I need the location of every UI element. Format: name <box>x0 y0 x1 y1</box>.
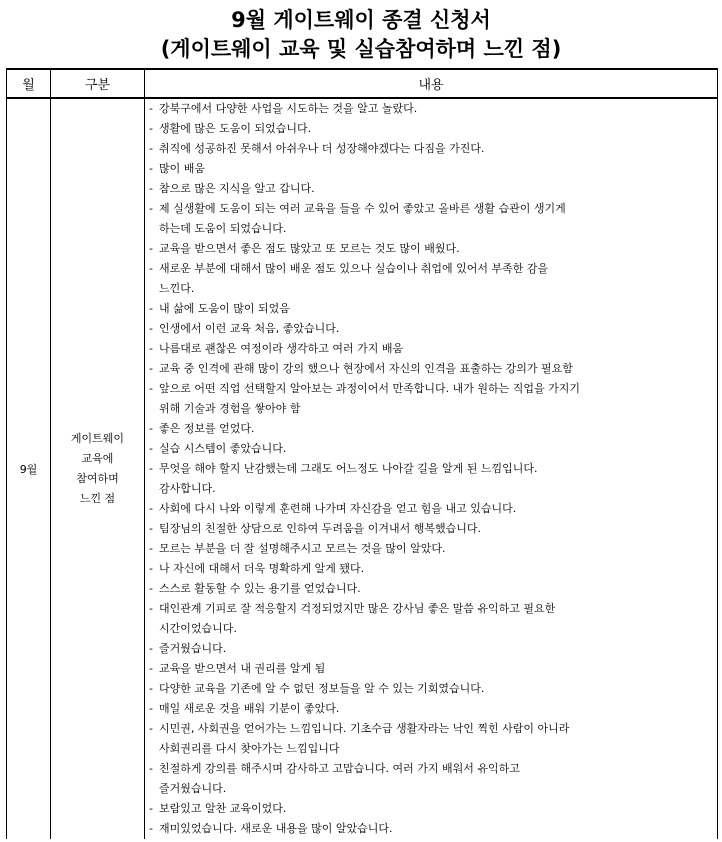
list-item-text: 매일 새로운 것을 배워 기분이 좋았다. <box>159 702 340 715</box>
list-item <box>149 539 713 559</box>
header-month: 월 <box>7 69 51 98</box>
list-item-text: 보람있고 알찬 교육이었다. <box>159 802 287 815</box>
list-item-text: 실습 시스템이 좋았습니다. <box>159 442 287 455</box>
list-item <box>149 559 713 579</box>
category-line: 참여하며 <box>76 472 119 485</box>
list-item <box>149 699 713 719</box>
list-item-text: 내 삶에 도움이 많이 되었음 <box>159 302 290 315</box>
list-item-text: 제 실생활에 도움이 되는 여러 교육을 들을 수 있어 좋았고 올바른 생활 습관이 생기게 <box>159 202 566 215</box>
bullet-dash: - <box>149 462 153 475</box>
bullet-dash: - <box>149 162 153 175</box>
list-item <box>149 199 713 239</box>
list-item <box>149 159 713 179</box>
list-item-text: 감사합니다. <box>159 482 216 495</box>
list-item <box>149 379 713 419</box>
bullet-dash: - <box>149 802 153 815</box>
table-row <box>7 98 718 839</box>
list-item <box>149 119 713 139</box>
list-item-text: 다양한 교육을 기존에 알 수 없던 정보들을 알 수 있는 기회였습니다. <box>159 682 485 695</box>
list-item <box>149 679 713 699</box>
list-item <box>149 819 713 839</box>
list-item-text: 친절하게 강의를 해주시며 감사하고 고맙습니다. 여러 가지 배워서 유익하고 <box>159 762 520 775</box>
bullet-dash: - <box>149 522 153 535</box>
bullet-dash: - <box>149 602 153 615</box>
list-item-text: 나름대로 괜찮은 여정이라 생각하고 여러 가지 배움 <box>159 342 404 355</box>
bullet-dash: - <box>149 542 153 555</box>
header-content: 내용 <box>145 69 718 98</box>
list-item <box>149 599 713 639</box>
category-cell <box>51 98 145 839</box>
list-item-text: 무엇을 해야 할지 난감했는데 그래도 어느정도 나아갈 길을 알게 된 느낌입니다. <box>159 462 538 475</box>
bullet-dash: - <box>149 762 153 775</box>
list-item <box>149 659 713 679</box>
bullet-dash: - <box>149 582 153 595</box>
list-item <box>149 419 713 439</box>
list-item <box>149 519 713 539</box>
document-title: 9월 게이트웨이 종결 신청서 <box>231 8 491 32</box>
list-item-text: 많이 배움 <box>159 162 206 175</box>
document-subtitle: (게이트웨이 교육 및 실습참여하며 느낀 점) <box>160 37 562 61</box>
list-item-text: 즐거웠습니다. <box>159 642 227 655</box>
list-item-text: 스스로 활동할 수 있는 용기를 얻었습니다. <box>159 582 361 595</box>
list-item <box>149 439 713 459</box>
bullet-dash: - <box>149 562 153 575</box>
list-item <box>149 259 713 299</box>
list-item-text: 시간이었습니다. <box>159 622 237 635</box>
bullet-dash: - <box>149 682 153 695</box>
category-line: 느낀 점 <box>79 492 116 505</box>
list-item-text: 강북구에서 다양한 사업을 시도하는 것을 알고 놀랐다. <box>159 102 418 115</box>
list-item <box>149 799 713 819</box>
category-line: 교육에 <box>81 452 114 465</box>
bullet-dash: - <box>149 202 153 215</box>
list-item-text: 교육을 받으면서 좋은 점도 많았고 또 모르는 것도 많이 배웠다. <box>159 242 460 255</box>
bullet-dash: - <box>149 342 153 355</box>
list-item-text: 대인관계 기피로 잘 적응할지 걱정되었지만 많은 강사님 좋은 말씀 유익하고 필요한 <box>159 602 556 615</box>
list-item-text: 취직에 성공하진 못해서 아쉬우나 더 성장해야겠다는 다짐을 가진다. <box>159 142 485 155</box>
list-item-text: 교육을 받으면서 내 권리를 알게 됨 <box>159 662 326 675</box>
category-line: 게이트웨이 <box>70 432 125 445</box>
list-item <box>149 499 713 519</box>
list-item <box>149 359 713 379</box>
bullet-dash: - <box>149 502 153 515</box>
list-item-text: 좋은 정보를 얻었다. <box>159 422 255 435</box>
bullet-dash: - <box>149 662 153 675</box>
list-item <box>149 179 713 199</box>
list-item-text: 인생에서 이런 교육 처음, 좋았습니다. <box>159 322 340 335</box>
list-item <box>149 459 713 499</box>
list-item-text: 즐거웠습니다. <box>159 782 227 795</box>
bullet-dash: - <box>149 122 153 135</box>
list-item <box>149 339 713 359</box>
table-header-row <box>7 69 718 98</box>
bullet-dash: - <box>149 302 153 315</box>
list-item-text: 참으로 많은 지식을 알고 갑니다. <box>159 182 315 195</box>
bullet-dash: - <box>149 142 153 155</box>
header-category: 구분 <box>51 69 145 98</box>
list-item-text: 위해 기술과 경험을 쌓아야 함 <box>159 402 301 415</box>
list-item-text: 팀장님의 친절한 상담으로 인하여 두려움을 이겨내서 행복했습니다. <box>159 522 482 535</box>
bullet-dash: - <box>149 362 153 375</box>
list-item <box>149 239 713 259</box>
list-item-text: 재미있었습니다. 새로운 내용을 많이 알았습니다. <box>159 822 393 835</box>
list-item-text: 시민권, 사회권을 얻어가는 느낌입니다. 기초수급 생활자라는 낙인 찍힌 사람이 아니라 <box>159 722 570 735</box>
bullet-dash: - <box>149 422 153 435</box>
bullet-dash: - <box>149 822 153 835</box>
bullet-dash: - <box>149 102 153 115</box>
list-item <box>149 299 713 319</box>
list-item-text: 느낀다. <box>159 282 195 295</box>
list-item <box>149 139 713 159</box>
list-item-text: 나 자신에 대해서 더욱 명확하게 알게 됐다. <box>159 562 365 575</box>
list-item <box>149 99 713 119</box>
list-item <box>149 639 713 659</box>
application-table <box>6 68 718 839</box>
list-item <box>149 759 713 799</box>
bullet-dash: - <box>149 442 153 455</box>
list-item-text: 생활에 많은 도움이 되었습니다. <box>159 122 312 135</box>
list-item-text: 사회에 다시 나와 이렇게 훈련해 나가며 자신감을 얻고 힘을 내고 있습니다. <box>159 502 517 515</box>
list-item <box>149 579 713 599</box>
month-cell: 9월 <box>7 98 51 839</box>
content-cell <box>145 98 718 839</box>
bullet-dash: - <box>149 382 153 395</box>
bullet-dash: - <box>149 322 153 335</box>
list-item <box>149 719 713 759</box>
list-item <box>149 319 713 339</box>
list-item-text: 하는데 도움이 되었습니다. <box>159 222 287 235</box>
bullet-dash: - <box>149 182 153 195</box>
list-item-text: 앞으로 어떤 직업 선택할지 알아보는 과정이어서 만족합니다. 내가 원하는 직업을 가지기 <box>159 382 580 395</box>
bullet-dash: - <box>149 242 153 255</box>
feedback-list <box>149 99 713 839</box>
bullet-dash: - <box>149 642 153 655</box>
list-item-text: 새로운 부분에 대해서 많이 배운 점도 있으나 실습이나 취업에 있어서 부족한 감을 <box>159 262 549 275</box>
bullet-dash: - <box>149 702 153 715</box>
bullet-dash: - <box>149 722 153 735</box>
list-item-text: 모르는 부분을 더 잘 설명해주시고 모르는 것을 많이 알았다. <box>159 542 446 555</box>
bullet-dash: - <box>149 262 153 275</box>
list-item-text: 교육 중 인격에 관해 많이 강의 했으나 현장에서 자신의 인격을 표출하는 강의가 필요함 <box>159 362 573 375</box>
list-item-text: 사회권리를 다시 찾아가는 느낌입니다 <box>159 742 340 755</box>
